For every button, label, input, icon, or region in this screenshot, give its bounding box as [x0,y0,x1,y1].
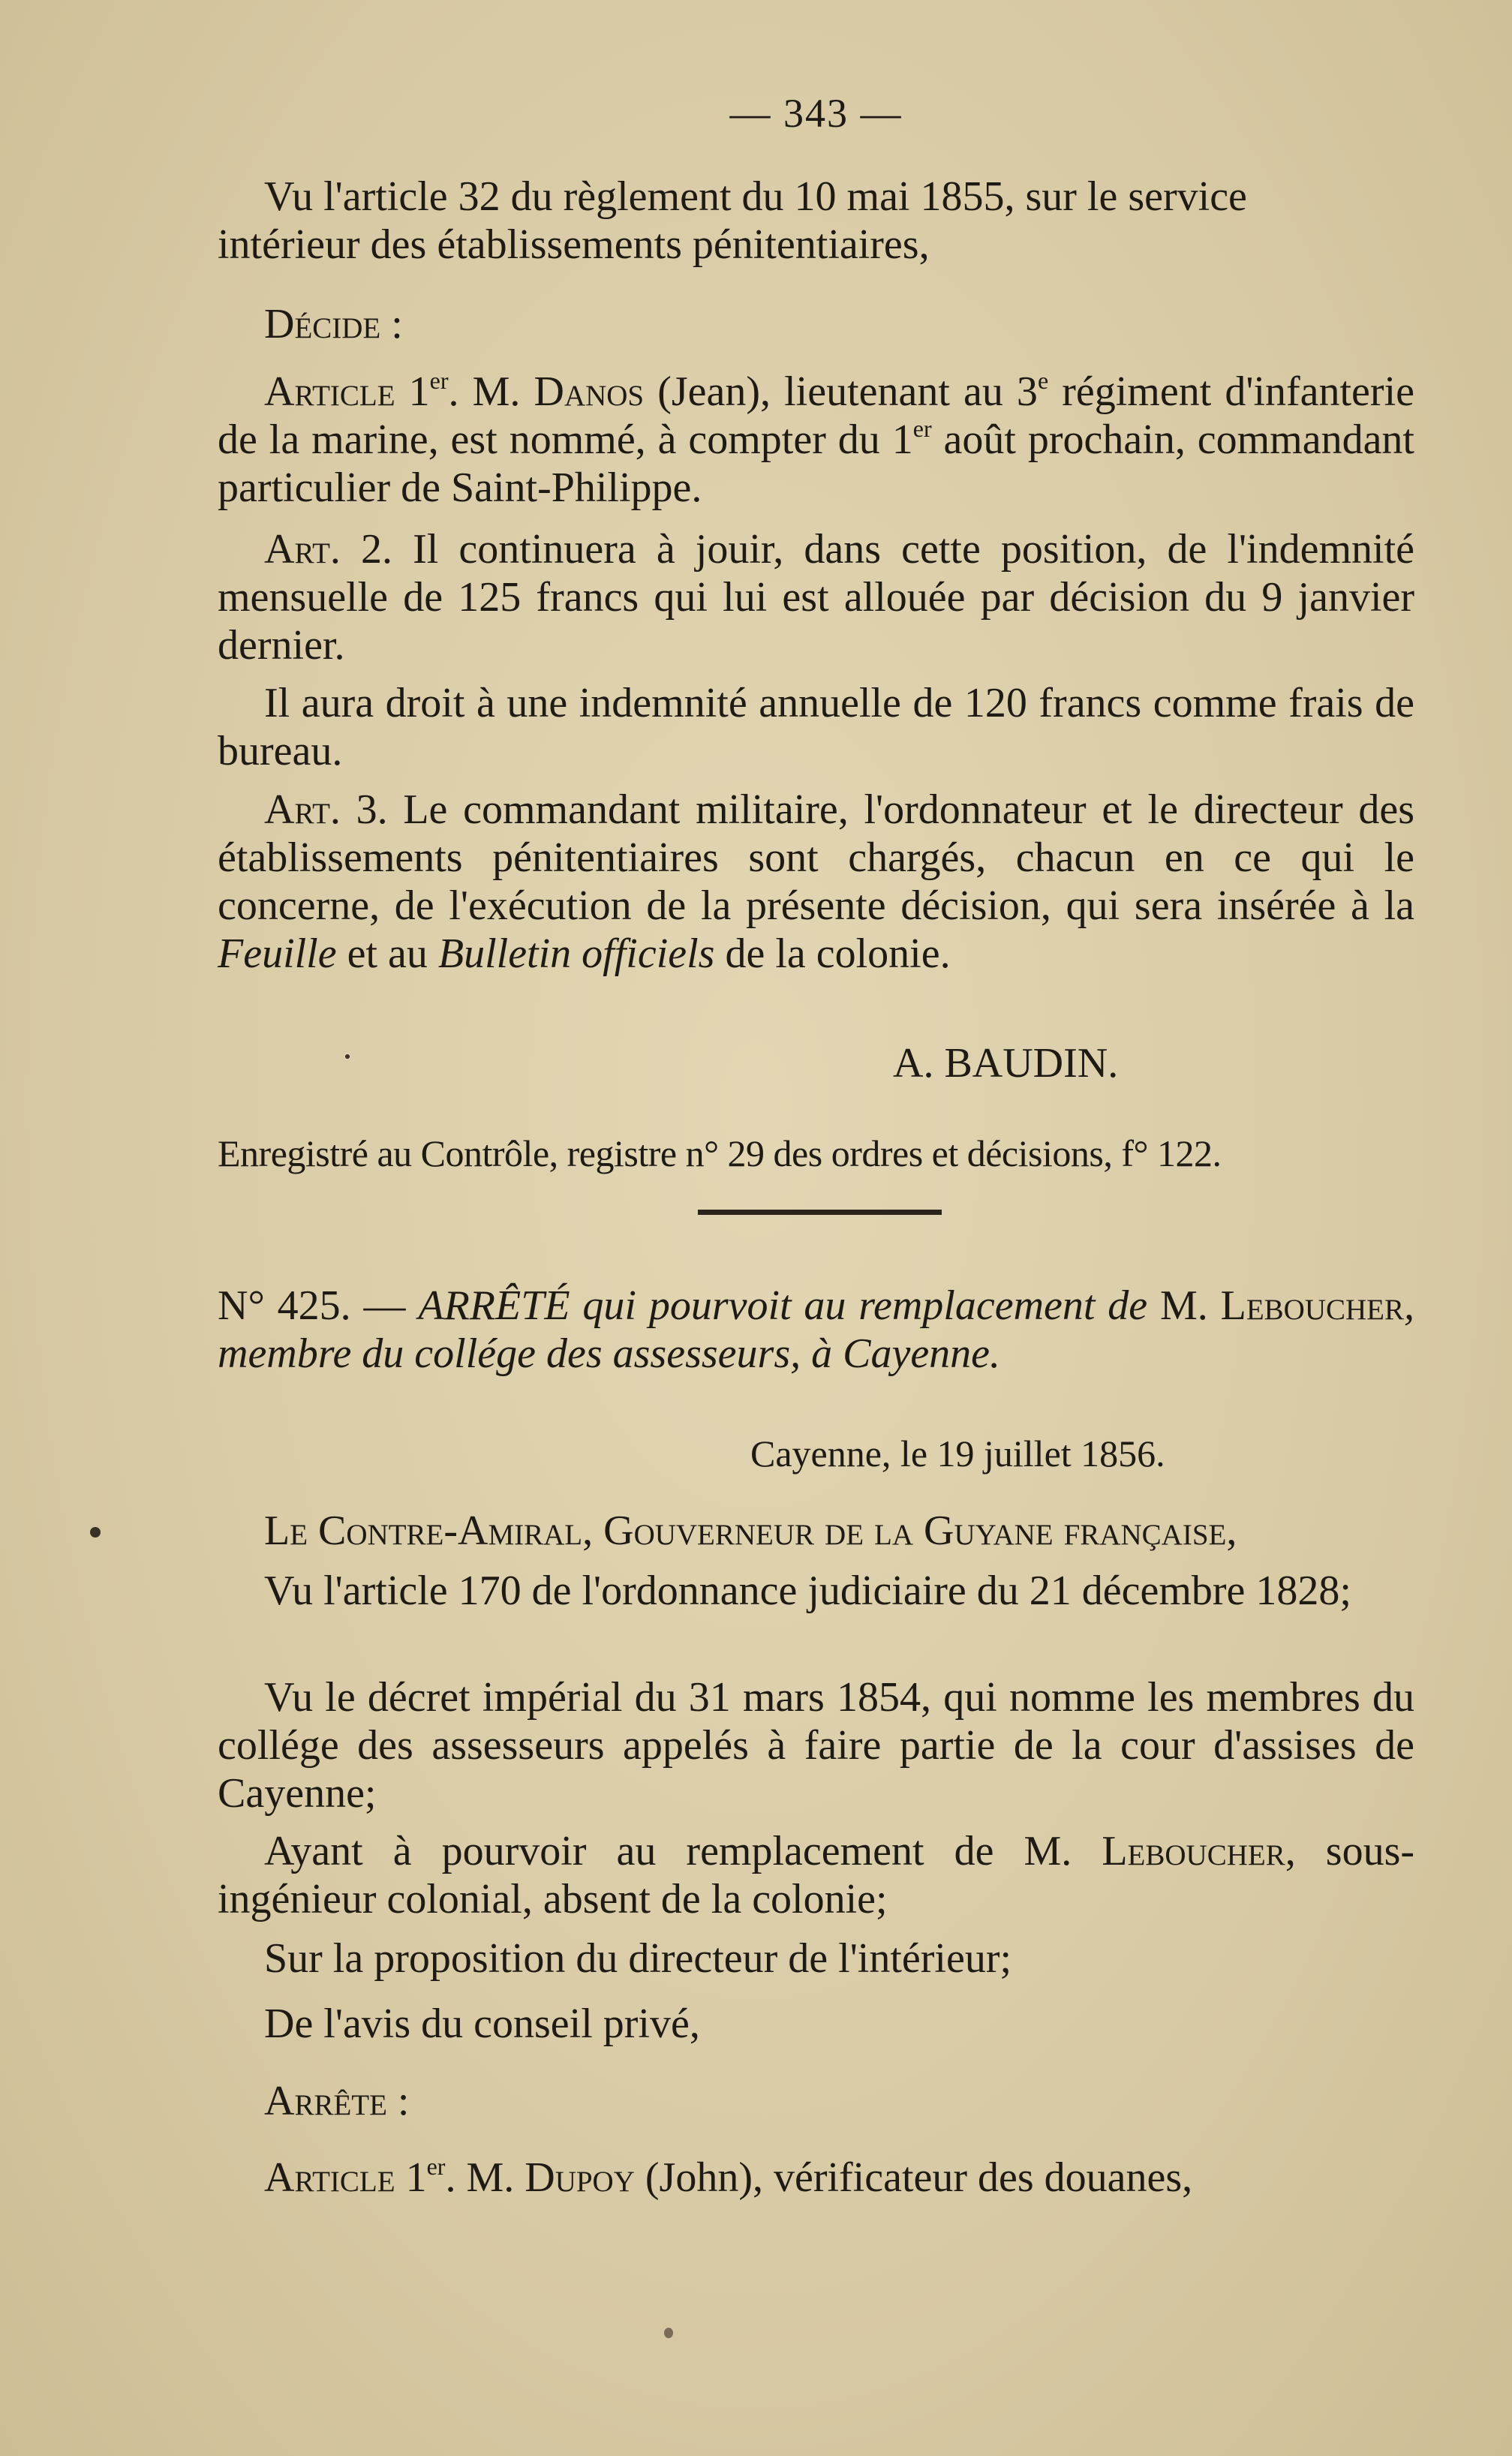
vu-32-line1: Vu l'article 32 du règlement du 10 mai 1855, sur le service [264,173,1247,220]
arrete-label: Arrête : [264,2078,410,2124]
art1-part-c: régiment d'infanterie de la marine, est nommé, à compter du 1 [218,368,1414,463]
art1-part-d: août prochain, commandant particulier de Saint-Philippe. [218,416,1414,511]
vu-32-line2: intérieur des établissements pénitentiaires, [218,221,930,268]
final-name: Dupoy [525,2154,635,2201]
ayant-pourvoir [218,1827,1414,1923]
article-1 [218,368,1414,512]
registration-line: Enregistré au Contrôle, registre n° 29 des ordres et décisions, f° 122. [218,1132,1222,1174]
final-article [218,2154,1414,2202]
art1-sup2: e [1037,367,1049,394]
article-2-text: 2. Il continuera à jouir, dans cette position, de l'indemnité mensuelle de 125 francs qui lui est allouée par décision du 9 janvier dernier. [218,526,1414,669]
ayant-name: Leboucher [1102,1828,1285,1874]
vu-decret: Vu le décret impérial du 31 mars 1854, qui nomme les membres du collége des assesseurs appelés à faire partie de la cour d'assises de Cayenne; [218,1674,1414,1817]
art1-part-a: . M. [448,368,534,415]
bulletin-italic: Bulletin officiels [437,930,715,977]
final-part-a: . M. [445,2154,525,2201]
date-line: Cayenne, le 19 juillet 1856. [750,1432,1165,1475]
vu-article-32 [218,173,1414,269]
art1-sup: er [429,367,449,394]
art1-name: Danos [534,368,645,415]
arrete-rest: , membre du collége des assesseurs, à Cayenne. [218,1282,1415,1377]
signature: A. BAUDIN. [893,1040,1119,1087]
ink-spot [90,1527,101,1538]
article-2 [218,525,1414,669]
sur-proposition: Sur la proposition du directeur de l'intérieur; [264,1935,1012,1982]
arrete-name: Leboucher [1220,1282,1405,1329]
final-part-b: (John), vérificateur des douanes, [634,2154,1193,2201]
article-2-label: Art. [264,526,341,573]
ayant-part-a: Ayant à pourvoir au remplacement de M. [264,1828,1102,1874]
art1-sup3: er [912,415,932,442]
governor-line: Le Contre-Amiral, Gouverneur de la Guyane française, [264,1508,1237,1554]
final-article-label: Article 1 [264,2154,427,2201]
article-3-label: Art. [264,786,341,833]
vu-article-170: Vu l'article 170 de l'ordonnance judiciaire du 21 décembre 1828; [264,1568,1351,1614]
art3-part-b: et au [336,930,438,977]
article-3 [218,786,1414,978]
article-1-label: Article 1 [264,368,430,415]
arrete-heading [218,1282,1414,1378]
art3-part-c: de la colonie. [714,930,951,977]
decide-heading: Décide : [264,301,403,347]
section-divider [698,1210,942,1215]
art1-part-b: (Jean), lieutenant au 3 [644,368,1038,415]
ink-spot-bottom [664,2328,673,2338]
ink-speck [345,1054,350,1059]
article-2-bureau: Il aura droit à une indemnité annuelle de 120 francs comme frais de bureau. [218,680,1414,774]
art3-part-a: 3. Le commandant militaire, l'ordonnateur et le directeur des établissements pénitentiaires sont chargés, chacun en ce qui le concerne, de l'exécution de la présente décision, qui sera insérée à la [218,786,1414,929]
avis-conseil: De l'avis du conseil privé, [264,2001,700,2047]
feuille-italic: Feuille [218,930,337,977]
page-number: — 343 — [729,91,903,136]
final-sup: er [426,2153,446,2180]
arrete-m: M. [1147,1282,1221,1329]
arrete-title: ARRÊTÉ qui pourvoit au remplacement de [418,1282,1148,1329]
arrete-number: N° 425. — [218,1282,419,1329]
ayant-part-b: , sous-ingénieur colonial, absent de la colonie; [218,1828,1415,1922]
